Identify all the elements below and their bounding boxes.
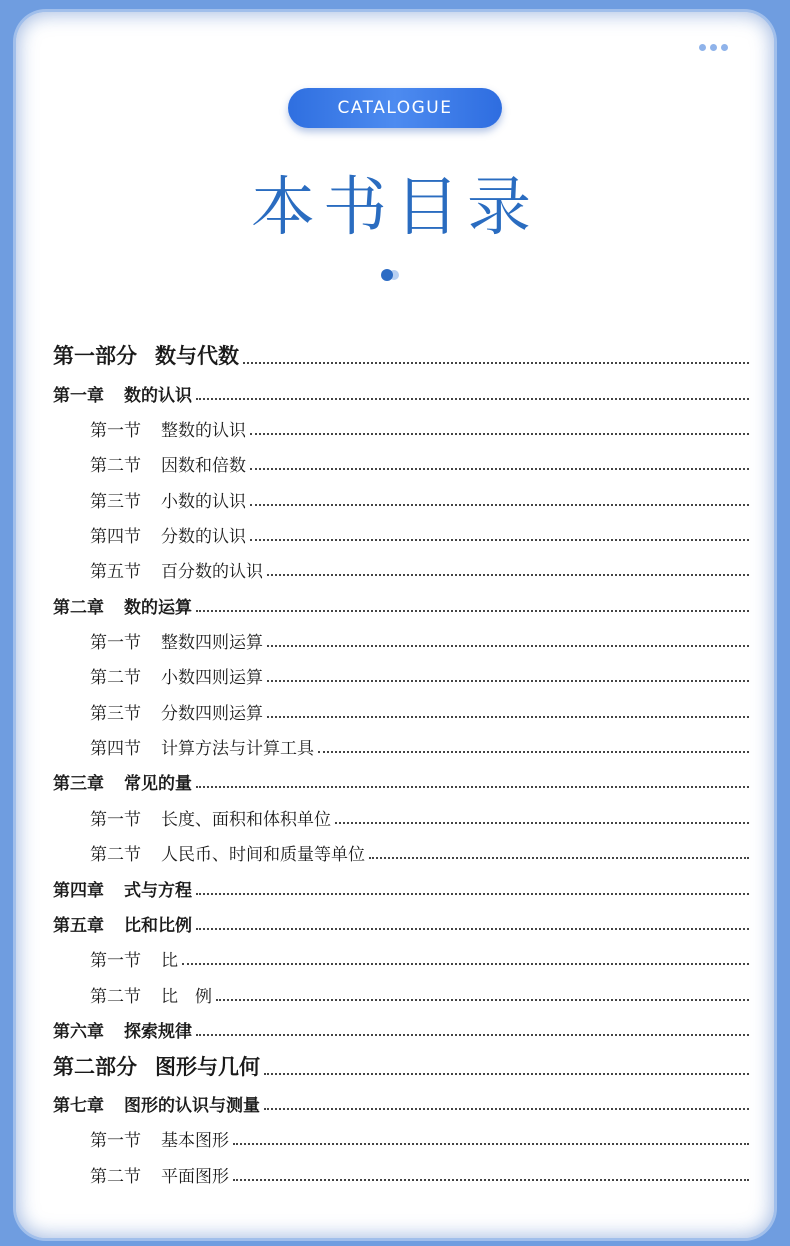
toc-section-row[interactable] [53,523,749,547]
toc-entry-number: 第六章 [53,1022,104,1042]
toc-entry-label [53,769,192,794]
toc-entry-title: 因数和倍数 [161,456,246,476]
toc-chapter-row[interactable] [53,1018,749,1042]
toc-entry-label [90,946,178,971]
toc-entry-title: 数的认识 [124,386,192,406]
toc-entry-number: 第一节 [90,951,141,971]
toc-entry-label [90,557,263,582]
dot-leader [267,680,749,682]
dot-leader [335,822,749,824]
toc-section-row[interactable] [53,841,749,865]
toc-entry-label [90,982,212,1007]
toc-entry-title: 整数四则运算 [161,633,263,653]
toc-entry-number: 第一节 [90,810,141,830]
toc-section-row[interactable] [53,700,749,724]
toc-part-row[interactable] [53,1051,749,1081]
dot-leader [264,1108,749,1110]
dot-leader [250,468,749,470]
catalogue-tag: CATALOGUE [288,88,502,128]
toc-entry-label [90,1162,229,1187]
toc-chapter-row[interactable] [53,382,749,406]
toc-entry-number: 第五节 [90,562,141,582]
toc-entry-number: 第四节 [90,527,141,547]
toc-entry-number: 第二节 [90,845,141,865]
toc-entry-number: 第五章 [53,916,104,936]
toc-entry-number: 第四节 [90,739,141,759]
toc-entry-label [90,487,246,512]
toc-section-row[interactable] [53,417,749,441]
more-dots-icon [699,44,728,51]
toc-entry-label [53,911,192,936]
toc-entry-label [90,451,246,476]
toc-entry-number: 第三节 [90,492,141,512]
toc-section-row[interactable] [53,983,749,1007]
toc-chapter-row[interactable] [53,877,749,901]
dot-leader [196,398,749,400]
toc-entry-number: 第三节 [90,704,141,724]
toc-entry-number: 第三章 [53,774,104,794]
toc-entry-number: 第二节 [90,668,141,688]
dot-leader [216,999,749,1001]
toc-entry-label [90,840,365,865]
toc-entry-title: 比 [161,951,178,971]
dot-leader [267,645,749,647]
dot-leader [196,610,749,612]
dot-leader [250,433,749,435]
toc-entry-label [90,699,263,724]
toc-section-row[interactable] [53,452,749,476]
toc-entry-label [90,663,263,688]
toc-entry-title: 分数的认识 [161,527,246,547]
toc-section-row[interactable] [53,1163,749,1187]
dot-leader [250,539,749,541]
toc-chapter-row[interactable] [53,594,749,618]
toc-entry-number: 第二节 [90,456,141,476]
toc-chapter-row[interactable] [53,1092,749,1116]
toc-entry-title: 分数四则运算 [161,704,263,724]
toc-entry-title: 整数的认识 [161,421,246,441]
toc-section-row[interactable] [53,488,749,512]
toc-section-row[interactable] [53,947,749,971]
toc-entry-title: 计算方法与计算工具 [161,739,314,759]
toc-entry-title: 式与方程 [124,881,192,901]
dot-leader [264,1073,749,1075]
toc-section-row[interactable] [53,558,749,582]
toc-entry-label [53,593,192,618]
toc-chapter-row[interactable] [53,912,749,936]
toc-entry-number: 第一部分 [53,343,137,368]
toc-entry-label [90,1126,229,1151]
toc-section-row[interactable] [53,664,749,688]
toc-entry-title: 长度、面积和体积单位 [161,810,331,830]
toc-entry-number: 第一节 [90,1131,141,1151]
toc-entry-label [53,381,192,406]
toc-entry-number: 第七章 [53,1096,104,1116]
toc-entry-title: 数与代数 [155,343,239,368]
toc-entry-number: 第一节 [90,633,141,653]
toc-entry-label [90,416,246,441]
dot-leader [196,928,749,930]
toc-entry-title: 常见的量 [124,774,192,794]
dot-leader [182,963,749,965]
toc-entry-label [90,522,246,547]
dot-leader [196,893,749,895]
toc-entry-title: 图形与几何 [155,1054,260,1079]
toc-entry-label [53,1017,192,1042]
toc-entry-title: 百分数的认识 [161,562,263,582]
dot-leader [233,1179,749,1181]
catalogue-card [16,12,774,1238]
toc-entry-label [53,1091,260,1116]
toc-entry-number: 第二章 [53,598,104,618]
toc-entry-label [90,628,263,653]
toc-entry-number: 第二节 [90,987,141,1007]
dot-leader [250,504,749,506]
toc-entry-title: 比 例 [161,987,212,1007]
dot-leader [267,574,749,576]
toc-section-row[interactable] [53,806,749,830]
dot-leader [196,1034,749,1036]
toc-entry-title: 图形的认识与测量 [124,1096,260,1116]
dot-leader [267,716,749,718]
toc-entry-number: 第一节 [90,421,141,441]
toc-entry-number: 第二部分 [53,1054,137,1079]
toc-entry-number: 第二节 [90,1167,141,1187]
toc-entry-number: 第一章 [53,386,104,406]
title-decoration-icon [381,269,401,281]
toc-entry-title: 小数的认识 [161,492,246,512]
toc-part-row[interactable] [53,340,749,370]
toc-entry-title: 探索规律 [124,1022,192,1042]
dot-leader [318,751,749,753]
toc-entry-title: 人民币、时间和质量等单位 [161,845,365,865]
toc-entry-label [53,876,192,901]
toc-section-row[interactable] [53,1127,749,1151]
toc-entry-title: 比和比例 [124,916,192,936]
toc-entry-title: 平面图形 [161,1167,229,1187]
toc-entry-title: 小数四则运算 [161,668,263,688]
dot-leader [243,362,749,364]
page-title: 本书目录 [251,171,539,245]
toc-entry-label [53,1051,260,1081]
toc-entry-label [90,805,331,830]
toc-chapter-row[interactable] [53,770,749,794]
toc-entry-label [53,340,239,370]
toc-entry-title: 基本图形 [161,1131,229,1151]
toc-entry-title: 数的运算 [124,598,192,618]
dot-leader [233,1143,749,1145]
toc-entry-label [90,734,314,759]
toc-section-row[interactable] [53,735,749,759]
toc-section-row[interactable] [53,629,749,653]
dot-leader [196,786,749,788]
dot-leader [369,857,749,859]
toc-entry-number: 第四章 [53,881,104,901]
